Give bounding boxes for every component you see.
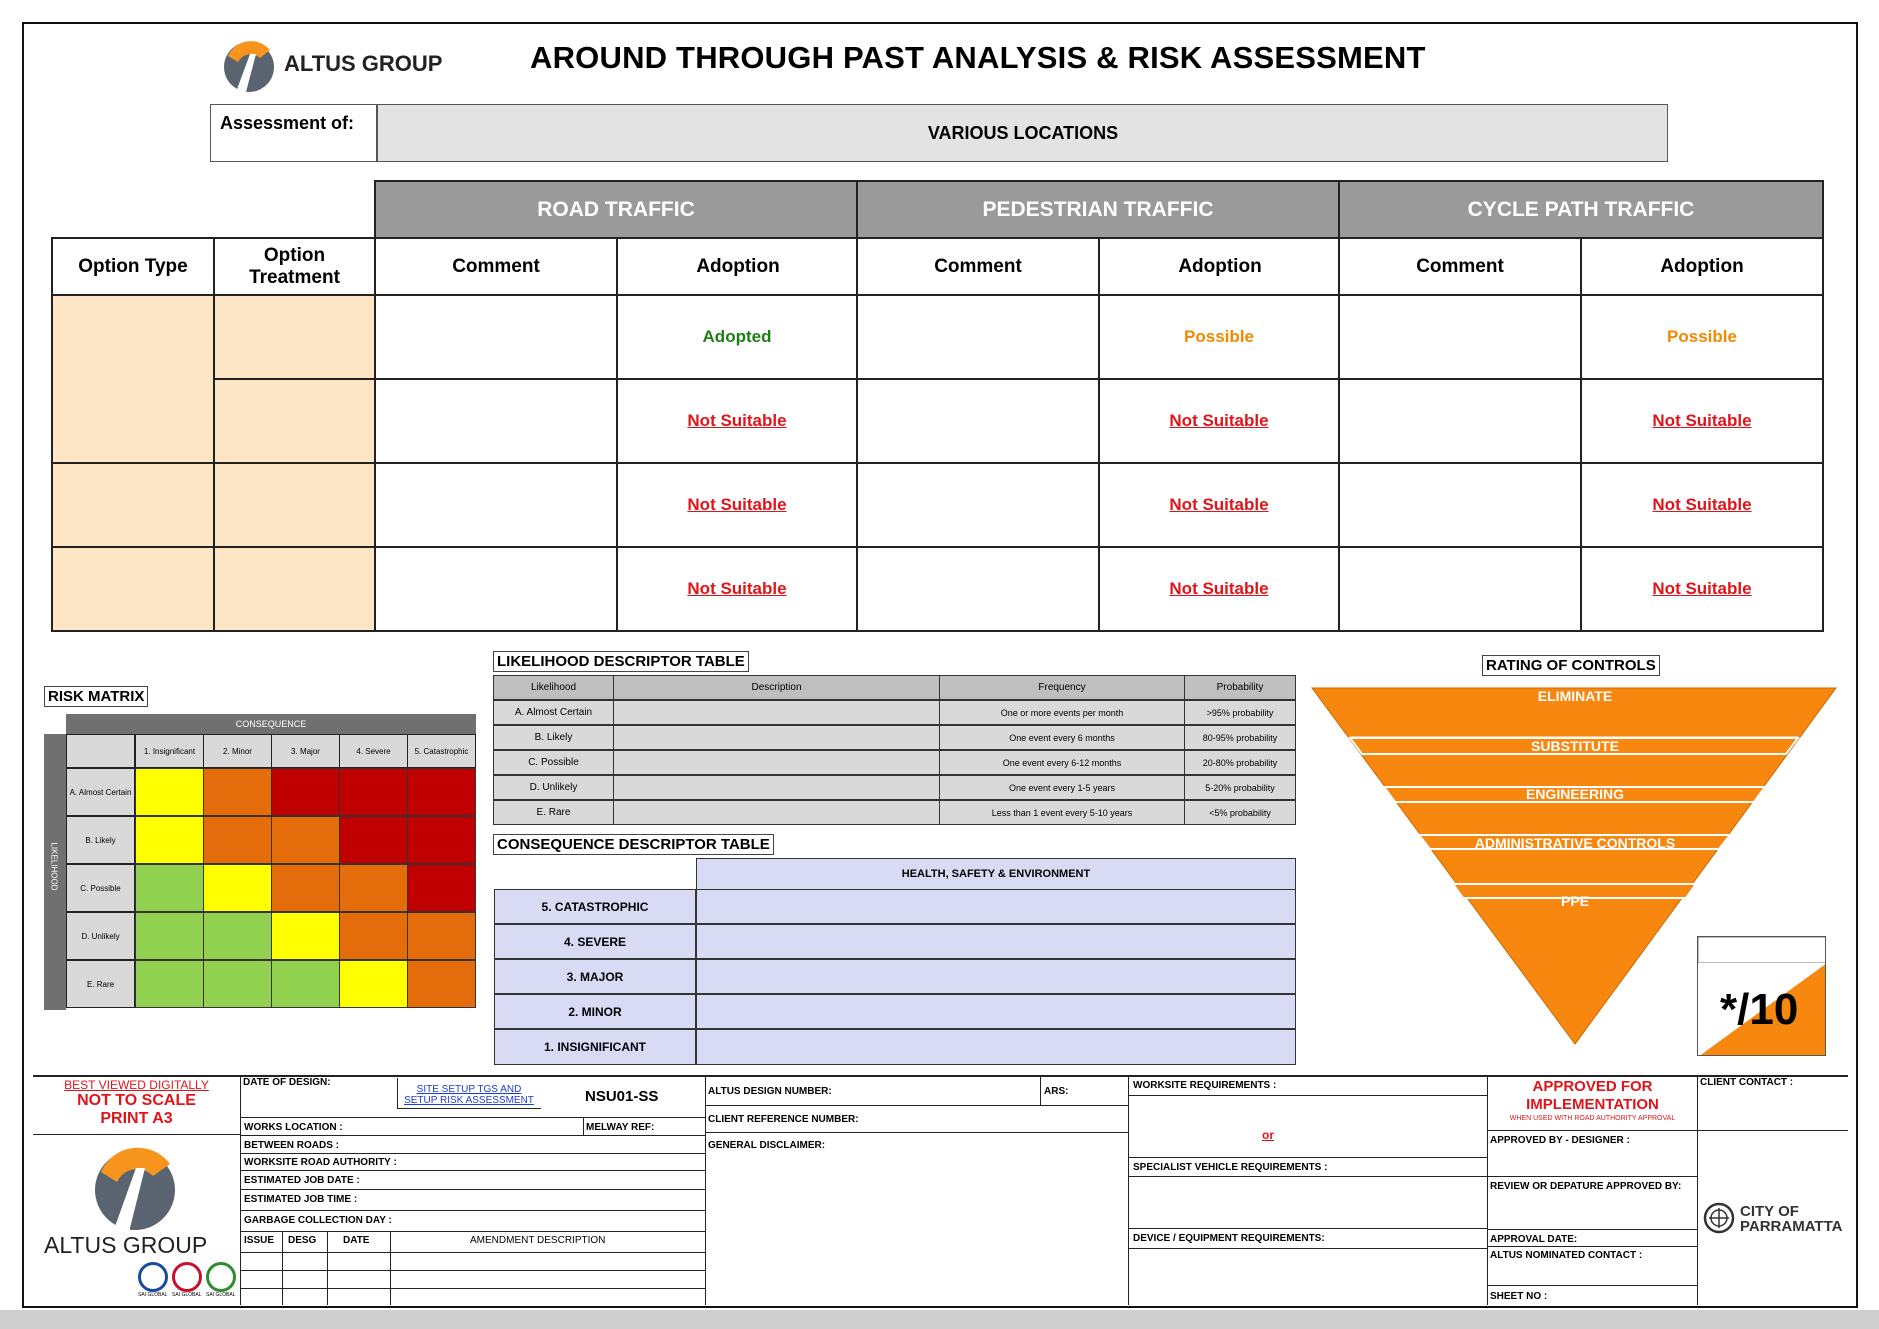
cycle-adoption-cell[interactable]: Not Suitable	[1580, 378, 1824, 464]
approval-stamp	[1490, 1078, 1695, 1124]
road-comment-cell[interactable]	[374, 462, 618, 548]
rating-of-controls-title: RATING OF CONTROLS	[1482, 655, 1660, 676]
ars-label: ARS:	[1044, 1086, 1069, 1097]
approved-by-designer-label: APPROVED BY - DESIGNER :	[1490, 1135, 1630, 1146]
client-reference-label: CLIENT REFERENCE NUMBER:	[708, 1114, 859, 1125]
review-approved-by-label: REVIEW OR DEPATURE APPROVED BY:	[1490, 1181, 1682, 1192]
risk-cell	[339, 912, 408, 960]
col-option-type: Option Type	[51, 237, 215, 296]
footer-divider	[390, 1231, 391, 1305]
control-score: */10	[1720, 985, 1799, 1034]
risk-cell	[203, 912, 272, 960]
risk-matrix-col-header: 4. Severe	[339, 734, 408, 768]
risk-cell	[271, 912, 340, 960]
badge-icon	[138, 1262, 168, 1292]
amend-col-issue: ISSUE	[244, 1235, 275, 1246]
consequence-row-value	[696, 924, 1296, 959]
footer-line	[240, 1252, 705, 1253]
footer-line	[397, 1108, 541, 1109]
likelihood-row-label: B. Likely	[493, 725, 614, 750]
risk-cell	[271, 864, 340, 912]
footer-line	[1128, 1228, 1487, 1229]
risk-cell	[407, 864, 476, 912]
col-pedestrian-adoption: Adoption	[1098, 237, 1342, 296]
control-score-box	[1697, 936, 1826, 1056]
likelihood-row-probability: >95% probability	[1184, 700, 1296, 725]
footer-line	[1487, 1229, 1697, 1230]
city-seal-icon	[1703, 1202, 1735, 1234]
likelihood-table-title: LIKELIHOOD DESCRIPTOR TABLE	[493, 651, 749, 672]
likelihood-row-label: E. Rare	[493, 800, 614, 825]
footer-line	[240, 1231, 705, 1232]
badge-label: SAI GLOBAL	[206, 1292, 236, 1298]
likelihood-row-description	[613, 775, 940, 800]
risk-matrix-title: RISK MATRIX	[44, 686, 148, 707]
approval-note: WHEN USED WITH ROAD AUTHORITY APPROVAL	[1509, 1115, 1676, 1122]
consequence-row-label: 1. INSIGNIFICANT	[494, 1029, 696, 1065]
footer-line	[240, 1170, 705, 1171]
option-treatment-cell[interactable]	[213, 546, 376, 632]
frequency-col-header: Frequency	[939, 675, 1185, 700]
risk-cell	[407, 816, 476, 864]
likelihood-row-description	[613, 700, 940, 725]
risk-cell	[135, 816, 204, 864]
pedestrian-adoption-cell[interactable]: Possible	[1098, 294, 1340, 380]
pedestrian-comment-cell[interactable]	[856, 546, 1100, 632]
likelihood-row-probability: 20-80% probability	[1184, 750, 1296, 775]
risk-cell	[203, 816, 272, 864]
risk-cell	[135, 912, 204, 960]
footer-line	[1128, 1095, 1487, 1096]
works-location-label: WORKS LOCATION :	[244, 1122, 343, 1133]
footer-divider	[397, 1078, 398, 1108]
pedestrian-adoption-cell[interactable]: Not Suitable	[1098, 462, 1340, 548]
footer-line	[1697, 1130, 1848, 1131]
road-adoption-cell[interactable]: Not Suitable	[616, 378, 858, 464]
city-name	[1740, 1204, 1842, 1234]
footer-line	[33, 1134, 240, 1135]
pedestrian-comment-cell[interactable]	[856, 294, 1100, 380]
certification-badges	[138, 1262, 238, 1300]
footer-line	[1487, 1176, 1697, 1177]
risk-matrix-likelihood-axis	[44, 734, 66, 1010]
option-type-cell[interactable]	[51, 462, 215, 548]
badge-label: SAI GLOBAL	[138, 1292, 168, 1298]
consequence-row-value	[696, 959, 1296, 994]
option-treatment-cell[interactable]	[213, 462, 376, 548]
option-type-cell[interactable]	[51, 294, 215, 464]
likelihood-row-probability: 5-20% probability	[1184, 775, 1296, 800]
or-link[interactable]: or	[1262, 1128, 1274, 1142]
footer-divider	[327, 1231, 328, 1305]
description-col-header: Description	[613, 675, 940, 700]
amend-col-description: AMENDMENT DESCRIPTION	[470, 1235, 606, 1246]
footer-line	[705, 1105, 1128, 1106]
consequence-table-header: HEALTH, SAFETY & ENVIRONMENT	[696, 858, 1296, 890]
cycle-comment-cell[interactable]	[1338, 378, 1582, 464]
device-equipment-label: DEVICE / EQUIPMENT REQUIREMENTS:	[1133, 1233, 1325, 1244]
col-road-adoption: Adoption	[616, 237, 860, 296]
option-type-cell[interactable]	[51, 546, 215, 632]
footer-line	[240, 1210, 705, 1211]
consequence-row-value	[696, 994, 1296, 1029]
date-of-design-label: DATE OF DESIGN:	[243, 1077, 331, 1088]
footer-divider	[1128, 1075, 1129, 1305]
risk-cell	[339, 864, 408, 912]
consequence-row-value	[696, 889, 1296, 924]
consequence-row-label: 5. CATASTROPHIC	[494, 889, 696, 924]
risk-cell	[339, 960, 408, 1008]
footer-line	[705, 1132, 1128, 1133]
likelihood-row-description	[613, 750, 940, 775]
scale-notice	[33, 1078, 240, 1128]
risk-cell	[271, 816, 340, 864]
likelihood-row-label: C. Possible	[493, 750, 614, 775]
specialist-vehicle-label: SPECIALIST VEHICLE REQUIREMENTS :	[1133, 1162, 1328, 1173]
risk-matrix-row-header: B. Likely	[66, 816, 135, 864]
control-level-eliminate: ELIMINATE	[1537, 688, 1613, 704]
consequence-row-label: 2. MINOR	[494, 994, 696, 1029]
likelihood-row-frequency: One event every 6-12 months	[939, 750, 1185, 775]
assessment-label: Assessment of:	[210, 104, 378, 162]
consequence-table-title: CONSEQUENCE DESCRIPTOR TABLE	[493, 834, 774, 855]
cycle-comment-cell[interactable]	[1338, 546, 1582, 632]
assessment-value: VARIOUS LOCATIONS	[927, 122, 1119, 143]
amend-col-desg: DESG	[288, 1235, 317, 1246]
risk-matrix-col-header: 2. Minor	[203, 734, 272, 768]
doc-number: NSU01-SS	[585, 1088, 659, 1105]
likelihood-col-header: Likelihood	[493, 675, 614, 700]
page-title: AROUND THROUGH PAST ANALYSIS & RISK ASSESSMENT	[530, 40, 1426, 75]
risk-cell	[407, 912, 476, 960]
risk-cell	[271, 960, 340, 1008]
pedestrian-comment-cell[interactable]	[856, 378, 1100, 464]
footer-line	[1487, 1130, 1697, 1131]
group-road-traffic: ROAD TRAFFIC	[374, 180, 858, 237]
pedestrian-adoption-cell[interactable]: Not Suitable	[1098, 378, 1340, 464]
footer-logo-icon	[88, 1140, 182, 1234]
control-level-administrative: ADMINISTRATIVE CONTROLS	[1474, 835, 1676, 851]
consequence-row-value	[696, 1029, 1296, 1065]
site-setup-link[interactable]: SITE SETUP TGS AND SETUP RISK ASSESSMENT	[404, 1084, 534, 1106]
risk-matrix-corner	[66, 734, 135, 768]
col-cycle-comment: Comment	[1338, 237, 1582, 296]
amend-col-date: DATE	[343, 1235, 370, 1246]
risk-cell	[203, 960, 272, 1008]
footer-line	[240, 1117, 705, 1118]
consequence-row-label: 4. SEVERE	[494, 924, 696, 959]
likelihood-row-label: D. Unlikely	[493, 775, 614, 800]
city-line-2: PARRAMATTA	[1740, 1218, 1843, 1235]
cycle-adoption-cell[interactable]: Not Suitable	[1580, 462, 1824, 548]
cycle-comment-cell[interactable]	[1338, 294, 1582, 380]
altus-logo-icon	[220, 36, 278, 94]
risk-matrix-row-header: D. Unlikely	[66, 912, 135, 960]
badge-icon	[206, 1262, 236, 1292]
general-disclaimer-label: GENERAL DISCLAIMER:	[708, 1140, 826, 1151]
risk-cell	[339, 768, 408, 816]
risk-cell	[135, 768, 204, 816]
header-brand: ALTUS GROUP	[284, 51, 443, 76]
road-adoption-cell[interactable]: Not Suitable	[616, 462, 858, 548]
bottom-strip	[0, 1310, 1879, 1329]
melway-ref-label: MELWAY REF:	[586, 1122, 655, 1133]
badge-icon	[172, 1262, 202, 1292]
cycle-adoption-cell[interactable]: Possible	[1580, 294, 1824, 380]
not-to-scale: NOT TO SCALE	[77, 1092, 196, 1109]
risk-matrix-likelihood-label: LIKELIHOOD	[49, 842, 59, 891]
garbage-collection-label: GARBAGE COLLECTION DAY :	[244, 1215, 392, 1226]
badge-label: SAI GLOBAL	[172, 1292, 202, 1298]
risk-cell	[407, 768, 476, 816]
col-cycle-adoption: Adoption	[1580, 237, 1824, 296]
cycle-adoption-cell[interactable]: Not Suitable	[1580, 546, 1824, 632]
footer-line	[1487, 1246, 1697, 1247]
control-level-engineering: ENGINEERING	[1525, 786, 1624, 802]
risk-cell	[203, 864, 272, 912]
risk-cell	[271, 768, 340, 816]
altus-nominated-contact-label: ALTUS NOMINATED CONTACT :	[1490, 1250, 1643, 1261]
footer-line	[1128, 1176, 1487, 1177]
likelihood-row-probability: 80-95% probability	[1184, 725, 1296, 750]
risk-cell	[407, 960, 476, 1008]
col-road-comment: Comment	[374, 237, 618, 296]
likelihood-row-label: A. Almost Certain	[493, 700, 614, 725]
likelihood-row-probability: <5% probability	[1184, 800, 1296, 825]
footer-line	[240, 1189, 705, 1190]
best-viewed: BEST VIEWED DIGITALLY	[64, 1078, 209, 1092]
option-treatment-cell[interactable]	[213, 294, 376, 380]
footer-divider	[705, 1075, 706, 1305]
group-pedestrian-traffic: PEDESTRIAN TRAFFIC	[856, 180, 1340, 237]
risk-cell	[135, 864, 204, 912]
between-roads-label: BETWEEN ROADS :	[244, 1140, 339, 1151]
cycle-comment-cell[interactable]	[1338, 462, 1582, 548]
option-treatment-cell[interactable]	[213, 378, 376, 464]
control-level-ppe: PPE	[1560, 893, 1589, 909]
risk-matrix-consequence-label: CONSEQUENCE	[66, 714, 476, 734]
risk-cell	[135, 960, 204, 1008]
road-comment-cell[interactable]	[374, 294, 618, 380]
print-size: PRINT A3	[100, 1110, 173, 1127]
consequence-row-label: 3. MAJOR	[494, 959, 696, 994]
footer-line	[240, 1270, 705, 1271]
risk-cell	[203, 768, 272, 816]
control-level-substitute: SUBSTITUTE	[1531, 738, 1619, 754]
worksite-requirements-label: WORKSITE REQUIREMENTS :	[1133, 1080, 1277, 1091]
footer-line	[1487, 1285, 1697, 1286]
client-contact-label: CLIENT CONTACT :	[1700, 1077, 1794, 1088]
city-line-1: CITY OF	[1740, 1203, 1799, 1220]
footer-line	[240, 1153, 705, 1154]
footer-divider	[282, 1231, 283, 1305]
estimated-job-date-label: ESTIMATED JOB DATE :	[244, 1175, 360, 1186]
footer-line	[1128, 1157, 1487, 1158]
group-cycle-path-traffic: CYCLE PATH TRAFFIC	[1338, 180, 1824, 237]
likelihood-row-frequency: One event every 1-5 years	[939, 775, 1185, 800]
risk-cell	[339, 816, 408, 864]
implementation: IMPLEMENTATION	[1526, 1096, 1659, 1113]
risk-matrix-row-header: E. Rare	[66, 960, 135, 1008]
footer-divider	[583, 1117, 584, 1135]
altus-design-number-label: ALTUS DESIGN NUMBER:	[708, 1086, 832, 1097]
worksite-road-authority-label: WORKSITE ROAD AUTHORITY :	[244, 1157, 397, 1168]
footer-brand: ALTUS GROUP	[44, 1232, 208, 1258]
footer-line	[1128, 1248, 1487, 1249]
risk-matrix-row-header: C. Possible	[66, 864, 135, 912]
header-logo	[220, 38, 460, 92]
approval-date-label: APPROVAL DATE:	[1490, 1234, 1578, 1245]
likelihood-row-frequency: One event every 6 months	[939, 725, 1185, 750]
col-pedestrian-comment: Comment	[856, 237, 1100, 296]
likelihood-row-description	[613, 725, 940, 750]
approved-for: APPROVED FOR	[1532, 1078, 1653, 1095]
sheet-no-label: SHEET NO :	[1490, 1291, 1548, 1302]
footer-divider	[1487, 1075, 1488, 1305]
footer-divider	[1040, 1077, 1041, 1105]
pedestrian-comment-cell[interactable]	[856, 462, 1100, 548]
footer-line	[240, 1135, 705, 1136]
estimated-job-time-label: ESTIMATED JOB TIME :	[244, 1194, 358, 1205]
likelihood-row-description	[613, 800, 940, 825]
footer-line	[240, 1288, 705, 1289]
likelihood-row-frequency: One or more events per month	[939, 700, 1185, 725]
road-comment-cell[interactable]	[374, 378, 618, 464]
road-adoption-cell[interactable]: Not Suitable	[616, 546, 858, 632]
probability-col-header: Probability	[1184, 675, 1296, 700]
pedestrian-adoption-cell[interactable]: Not Suitable	[1098, 546, 1340, 632]
col-option-treatment: Option Treatment	[213, 237, 376, 296]
risk-matrix-col-header: 5. Catastrophic	[407, 734, 476, 768]
risk-matrix-row-header: A. Almost Certain	[66, 768, 135, 816]
road-adoption-cell[interactable]: Adopted	[616, 294, 858, 380]
road-comment-cell[interactable]	[374, 546, 618, 632]
footer-divider	[1697, 1075, 1698, 1305]
risk-matrix-col-header: 1. Insignificant	[135, 734, 204, 768]
likelihood-row-frequency: Less than 1 event every 5-10 years	[939, 800, 1185, 825]
risk-matrix-col-header: 3. Major	[271, 734, 340, 768]
